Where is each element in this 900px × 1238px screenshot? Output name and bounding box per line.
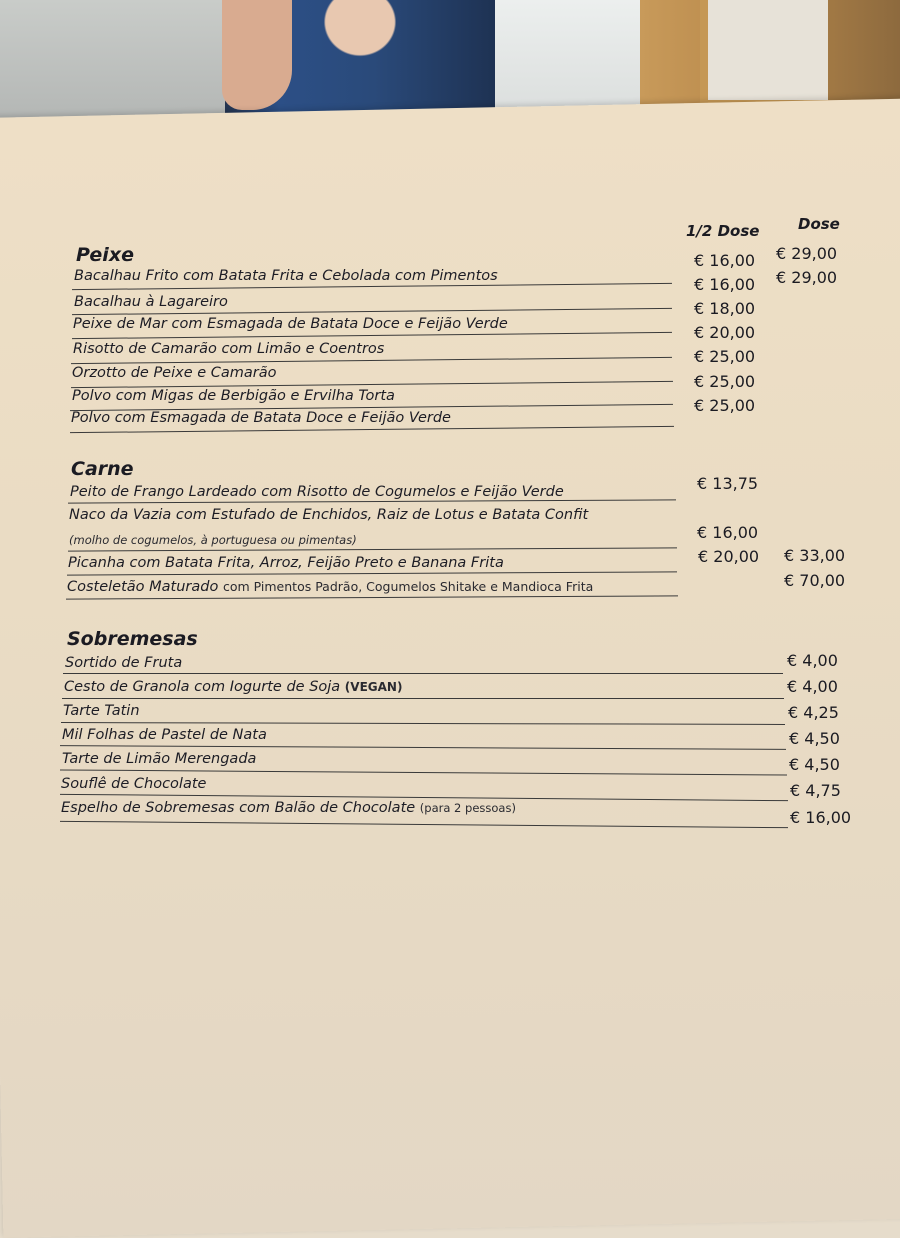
item-rule (61, 722, 785, 725)
price-half: € 25,00 (694, 372, 756, 391)
section-title-carne: Carne (71, 458, 134, 480)
price-single: € 4,25 (788, 703, 839, 722)
menu-item: Peixe de Mar com Esmagada de Batata Doce e Feijão Verde (73, 316, 508, 332)
price-full: € 33,00 (784, 546, 846, 565)
item-rule (60, 745, 786, 750)
price-half: € 20,00 (694, 323, 756, 342)
price-half: € 16,00 (694, 275, 756, 294)
item-rule (71, 357, 672, 364)
price-half: € 16,00 (694, 251, 756, 270)
price-half: € 18,00 (694, 299, 756, 318)
item-rule (63, 673, 783, 674)
menu-item (64, 679, 402, 695)
item-rule (70, 426, 674, 433)
menu-item (61, 800, 516, 816)
menu-item (67, 579, 593, 595)
price-half: € 20,00 (698, 547, 760, 566)
price-full: € 29,00 (776, 244, 838, 263)
menu-item: Souflê de Chocolate (61, 776, 207, 792)
item-rule (68, 499, 676, 503)
price-single: € 16,00 (790, 808, 852, 827)
menu-item-name: Cesto de Granola com Iogurte de Soja (64, 679, 341, 695)
column-header-half-dose: 1/2 Dose (686, 222, 760, 240)
menu-item-note: (molho de cogumelos, à portuguesa ou pimentas) (69, 533, 357, 547)
price-full: € 70,00 (784, 571, 846, 590)
menu-item: Picanha com Batata Frita, Arroz, Feijão Preto e Banana Frita (68, 555, 504, 571)
menu-item: Bacalhau à Lagareiro (74, 294, 228, 310)
section-title-peixe: Peixe (76, 244, 134, 266)
menu-item: Peito de Frango Lardeado com Risotto de Cogumelos e Feijão Verde (70, 484, 564, 500)
menu-item: Polvo com Migas de Berbigão e Ervilha Torta (72, 388, 395, 404)
vegan-badge: (VEGAN) (344, 680, 403, 694)
price-half: € 16,00 (697, 523, 759, 542)
column-header-dose: Dose (798, 215, 840, 233)
price-half: € 25,00 (694, 347, 756, 366)
item-rule (66, 595, 678, 599)
menu-item: Tarte de Limão Merengada (62, 751, 257, 767)
item-rule (62, 698, 784, 699)
menu-item: Tarte Tatin (63, 703, 140, 719)
menu-item: Orzotto de Peixe e Camarão (72, 365, 277, 381)
item-rule (72, 332, 672, 339)
item-rule (60, 821, 788, 828)
menu-item-name: Espelho de Sobremesas com Balão de Chocolate (61, 800, 416, 816)
section-title-sobremesas: Sobremesas (67, 628, 198, 650)
menu-item-note: com Pimentos Padrão, Cogumelos Shitake e Mandioca Frita (222, 579, 594, 594)
item-rule (68, 547, 677, 551)
price-full: € 29,00 (776, 268, 838, 287)
item-rule (60, 769, 787, 775)
item-rule (67, 571, 677, 575)
menu-item: Naco da Vazia com Estufado de Enchidos, Raiz de Lotus e Batata Confit (69, 507, 589, 523)
price-single: € 4,50 (789, 729, 840, 748)
menu-item: Bacalhau Frito com Batata Frita e Cebolada com Pimentos (74, 268, 498, 284)
menu-item: Sortido de Fruta (65, 655, 183, 671)
price-half: € 25,00 (694, 396, 756, 415)
menu-item-name: Costeletão Maturado (67, 579, 219, 595)
menu-item-note: (para 2 pessoas) (419, 801, 516, 815)
price-half: € 13,75 (697, 474, 759, 493)
menu-item: Polvo com Esmagada de Batata Doce e Feijão Verde (71, 410, 451, 426)
price-single: € 4,50 (789, 755, 840, 774)
menu-item: Mil Folhas de Pastel de Nata (62, 727, 267, 743)
price-single: € 4,75 (790, 781, 841, 800)
price-single: € 4,00 (787, 651, 838, 670)
menu-item: Risotto de Camarão com Limão e Coentros (73, 341, 385, 357)
price-single: € 4,00 (787, 677, 838, 696)
